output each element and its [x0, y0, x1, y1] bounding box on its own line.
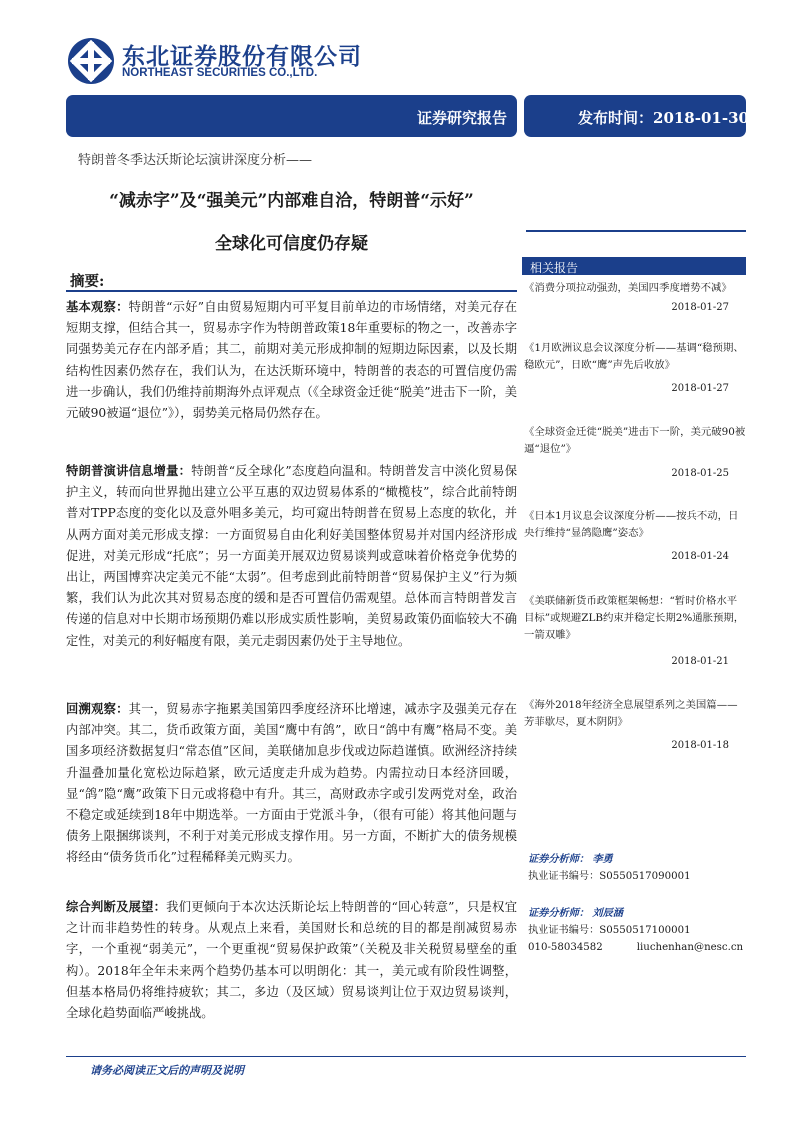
related-report-item[interactable]: [524, 280, 746, 297]
related-report-item[interactable]: [524, 697, 746, 731]
section-label: 综合判断及展望：: [66, 899, 167, 914]
analyst-name: 李勇: [592, 853, 613, 865]
doc-subtitle: 特朗普冬季达沃斯论坛演讲深度分析——: [78, 153, 313, 168]
related-report-item[interactable]: [524, 424, 746, 458]
section-text: 特朗普“示好”自由贸易短期内可平复目前单边的市场情绪，对美元存在短期支撑，但结合其一，贸易赤字作为特朗普政策18年重要标的物之一，改善赤字同强势美元存在内部矛盾；其二，前期对美元形成抑制的短期边际因素，以及长期结构性因素仍然存在，我们认为，在达沃斯环境中，特朗普的表态的可置信度仍需进一步确认，我们仍维持前期海外点评观点（《全球资金迁徙“脱美”进击下一阶，美元破90被逼“退位”》），弱势美元格局仍然存在。: [66, 300, 517, 421]
report-title: 《消费分项拉动强劲，美国四季度增势不减》: [524, 282, 732, 294]
section-text: 特朗普“反全球化”态度趋向温和。特朗普发言中淡化贸易保护主义，转而向世界抛出建立公平互惠的双边贸易体系的“橄榄枝”，综合此前特朗普对TPP态度的变化以及意外唱多美元，均可窥出特朗普在贸易上态度的软化，并从两方面对美元形成支撑：一方面贸易自由化利好美国整体贸易并对国内经济形成促进，对美元形成“托底”；另一方面美开展双边贸易谈判或意味着价格竞争优势的出让，两国博弈决定美元不能“太弱”。但考虑到此前特朗普“贸易保护主义”行为频繁，我们认为此次其对贸易态度的缓和是否可置信仍需观望。总体而言特朗普发言传递的信息对中长期市场预期仍难以形成实质性影响，美贸易政策仍面临较大不确定性，对美元的利好幅度有限，美元走弱因素仍处于主导地位。: [66, 464, 517, 648]
abstract-section-outlook: [66, 896, 517, 1024]
report-date: 2018-01-24: [671, 551, 729, 562]
analyst-card: [528, 851, 691, 885]
abstract-heading: 摘要:: [70, 273, 105, 290]
report-date: 2018-01-27: [671, 302, 729, 313]
related-report-item[interactable]: [524, 340, 746, 374]
report-date: 2018-01-27: [671, 383, 729, 394]
analyst-cert: 执业证书编号：S0550517090001: [528, 871, 691, 882]
report-date: 2018-01-18: [671, 740, 729, 751]
analyst-cert: 执业证书编号：S0550517100001: [528, 925, 691, 936]
analyst-role: 证券分析师：: [528, 907, 590, 919]
divider: [526, 230, 746, 234]
analyst-email[interactable]: liuchenhan@nesc.cn: [636, 942, 744, 953]
abstract-divider: [66, 290, 517, 292]
section-label: 基本观察：: [66, 299, 129, 314]
section-text: 我们更倾向于本次达沃斯论坛上特朗普的“回心转意”，只是权宜之计而非趋势性的转身。从观点上来看，美国财长和总统的目的都是削减贸易赤字，一个重视“弱美元”，一个更重视“贸易保护政策”（关税及非关税贸易壁垒的重构）。2018年全年未来两个趋势仍基本可以明朗化：其一，美元或有阶段性调整，但基本格局仍将维持疲软；其二，多边（及区域）贸易谈判让位于双边贸易谈判，全球化趋势面临严峻挑战。: [66, 900, 517, 1021]
report-title: 《海外2018年经济全息展望系列之美国篇——芳菲歇尽，夏木阴阴》: [524, 699, 738, 728]
related-reports-label: 相关报告: [530, 261, 579, 275]
report-type-band: [66, 95, 517, 137]
company-logo-icon: [66, 36, 116, 86]
section-label: 特朗普演讲信息增量：: [66, 463, 192, 478]
related-reports-heading: [522, 257, 746, 275]
analyst-card: [528, 905, 743, 956]
related-report-item[interactable]: [524, 508, 746, 542]
report-date: 2018-01-25: [671, 468, 729, 479]
report-title: 《全球资金迁徙“脱美”进击下一阶，美元破90被逼“退位”》: [524, 426, 746, 455]
section-text: 其一，贸易赤字拖累美国第四季度经济环比增速，减赤字及强美元存在内部冲突。其二，货币政策方面，美国“鹰中有鸽”，欧日“鸽中有鹰”格局不变。美国多项经济数据复归“常态值”区间，美联储加息步伐或边际趋谨慎。欧洲经济持续升温叠加量化宽松边际趋紧，欧元适度走升成为趋势。内需拉动日本经济回暖，显“鸽”隐“鹰”政策下日元或将稳中有升。其三，高财政赤字或引发两党对垒，政治不稳定或延续到18年中期选举。一方面由于党派斗争，（很有可能）将其他问题与债务上限捆绑谈判，不利于对美元形成支撑作用。另一方面，不断扩大的债务规模将经由“债务货币化”过程稀释美元购买力。: [66, 702, 517, 865]
company-name-en: NORTHEAST SECURITIES CO.,LTD.: [122, 67, 318, 79]
abstract-section-basic: [66, 296, 517, 424]
doc-title-line2: 全球化可信度仍存疑: [215, 234, 368, 254]
company-name-cn: 东北证券股份有限公司: [122, 44, 362, 70]
analyst-name: 刘辰涵: [592, 907, 623, 919]
report-type-label: 证券研究报告: [416, 109, 507, 127]
report-title: 《美联储新货币政策框架畅想：“暂时价格水平目标”或规避ZLB约束并稳定长期2%通胀预期，一箭双雕》: [524, 595, 745, 641]
abstract-section-speech: [66, 460, 517, 652]
report-title: 《日本1月议息会议深度分析——按兵不动，日央行维持“显鸽隐鹰”姿态》: [524, 510, 739, 539]
doc-title-line1: “减赤字”及“强美元”内部难自洽，特朗普“示好”: [109, 191, 474, 211]
analyst-role: 证券分析师：: [528, 853, 590, 865]
publish-date-band: [524, 95, 749, 137]
publish-date-label: 发布时间：2018-01-30: [578, 109, 749, 127]
footer-disclaimer: 请务必阅读正文后的声明及说明: [90, 1064, 244, 1077]
report-title: 《1月欧洲议息会议深度分析——基调“稳预期、稳欧元”，日欧“鹰”声先后收放》: [524, 342, 744, 371]
section-label: 回溯观察：: [66, 701, 129, 716]
abstract-section-review: [66, 698, 517, 869]
related-report-item[interactable]: [524, 593, 746, 644]
analyst-phone: 010-58034582: [528, 942, 603, 953]
report-date: 2018-01-21: [671, 656, 729, 667]
footer-divider: [66, 1056, 746, 1057]
